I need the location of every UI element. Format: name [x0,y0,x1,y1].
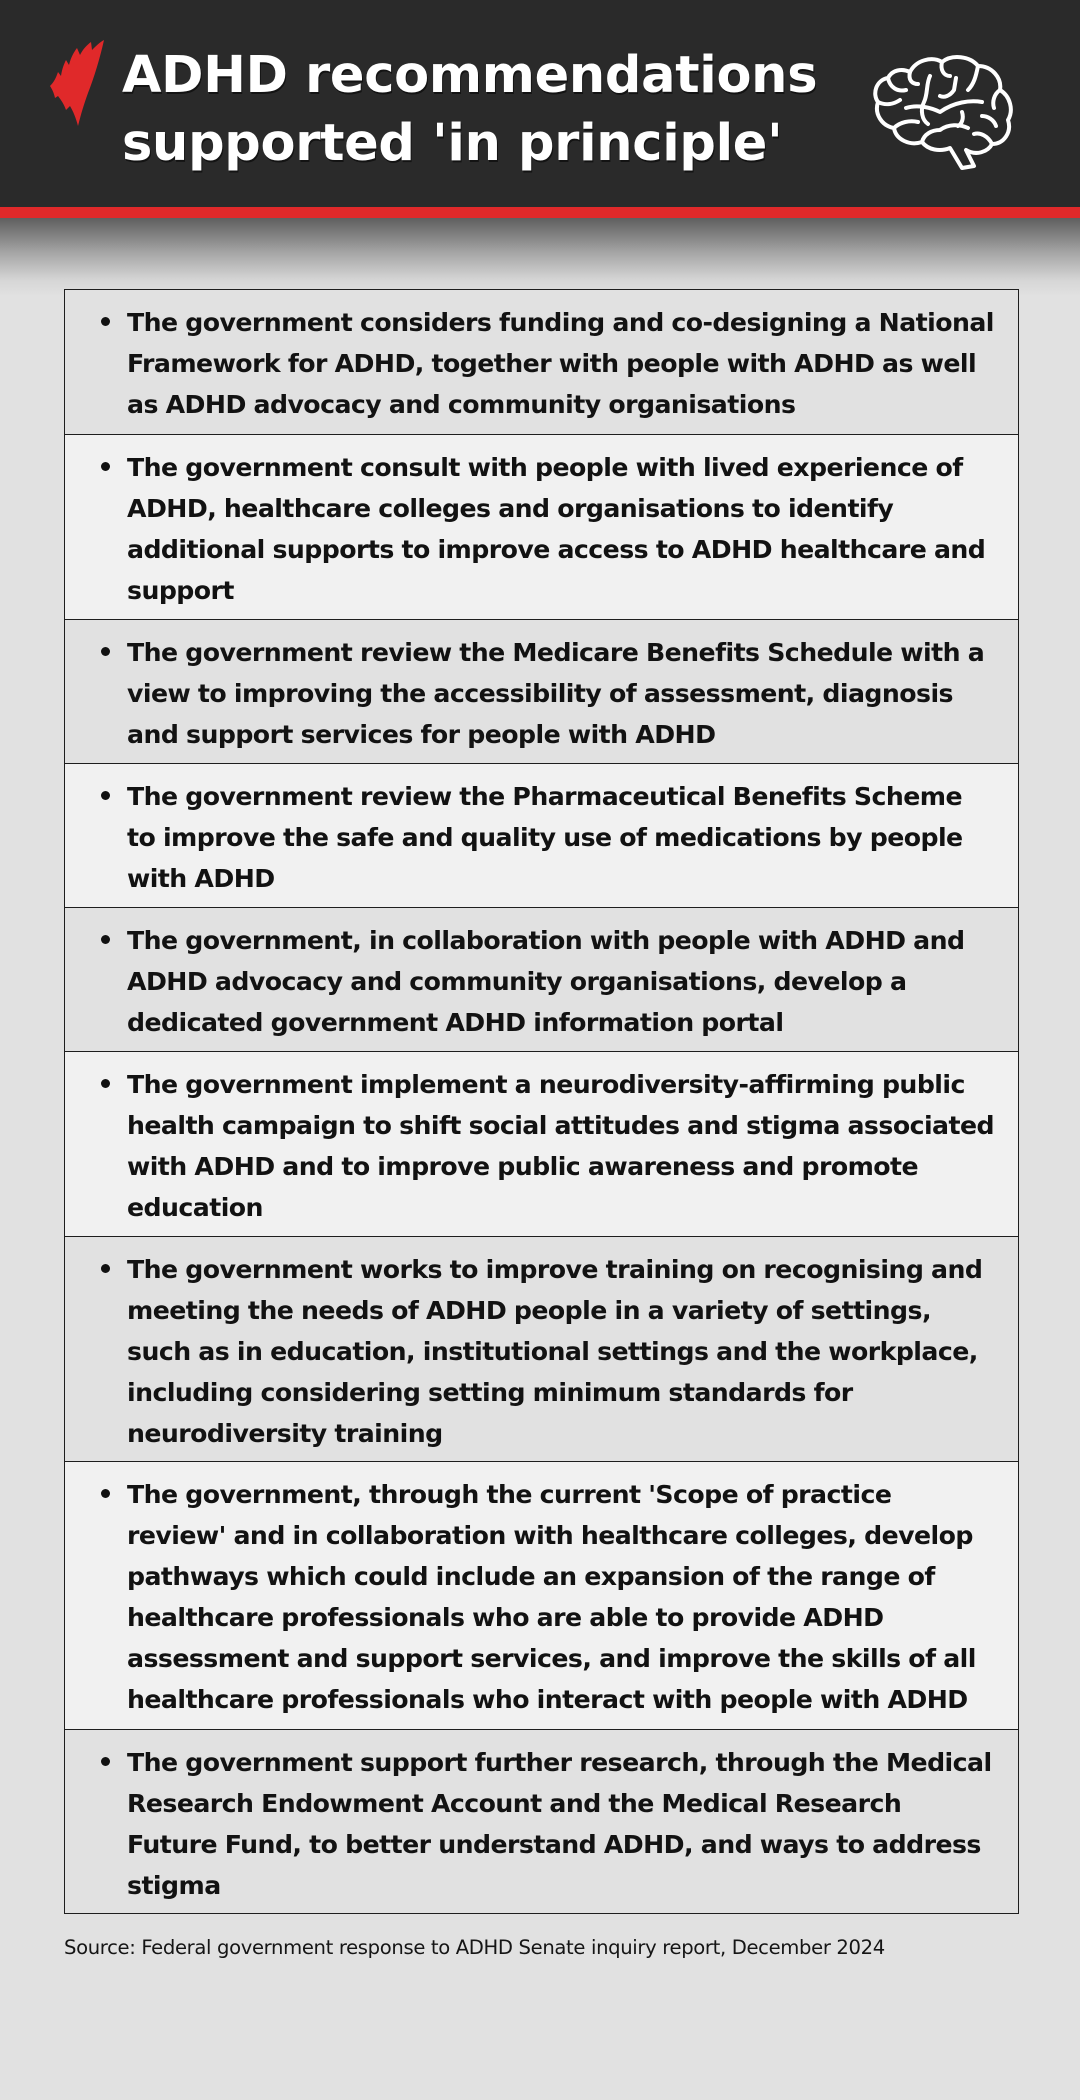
bullet-icon [101,1264,110,1273]
bullet-icon [101,1489,110,1498]
recommendation-row-8 [65,1461,1018,1729]
recommendation-row-6 [65,1051,1018,1236]
recommendation-text: The government considers funding and co-designing a National Framework for ADHD, together with people with ADHD as well as ADHD advocacy and community organisations [127,308,994,419]
title-line-2: supported 'in principle' [122,114,783,173]
bullet-icon [101,1079,110,1088]
bullet-icon [101,647,110,656]
recommendation-row-4 [65,763,1018,907]
recommendations-table [64,289,1019,1914]
page-title [122,42,862,178]
recommendation-row-7 [65,1236,1018,1461]
bullet-icon [101,317,110,326]
recommendation-text: The government, in collaboration with people with ADHD and ADHD advocacy and community organisations, develop a dedicated government ADHD information portal [127,926,965,1037]
header-shadow-gradient [0,218,1080,296]
brain-icon [870,50,1020,172]
accent-stripe [0,207,1080,218]
recommendation-row-9 [65,1729,1018,1913]
recommendation-row-2 [65,434,1018,619]
recommendation-text: The government review the Medicare Benefits Schedule with a view to improving the accessibility of assessment, diagnosis and support services for people with ADHD [127,638,985,749]
bullet-icon [101,1757,110,1766]
recommendation-text: The government, through the current 'Scope of practice review' and in collaboration with healthcare colleges, develop pathways which could include an expansion of the range of healthcare professionals who are able to provide ADHD assessment and support services, and improve the skills of all healthcare professionals who interact with people with ADHD [127,1480,976,1714]
bullet-icon [101,791,110,800]
recommendation-text: The government review the Pharmaceutical Benefits Scheme to improve the safe and quality use of medications by people with ADHD [127,782,963,893]
sbs-logo-icon [48,38,108,128]
title-line-1: ADHD recommendations [122,46,818,105]
header-banner [0,0,1080,207]
bullet-icon [101,935,110,944]
recommendation-row-3 [65,619,1018,763]
source-caption: Source: Federal government response to ADHD Senate inquiry report, December 2024 [64,1936,885,1959]
recommendation-row-1 [65,290,1018,434]
recommendation-row-5 [65,907,1018,1051]
recommendation-text: The government consult with people with lived experience of ADHD, healthcare colleges and organisations to identify additional supports to improve access to ADHD healthcare and support [127,453,986,605]
recommendation-text: The government implement a neurodiversity-affirming public health campaign to shift social attitudes and stigma associated with ADHD and to improve public awareness and promote education [127,1070,994,1222]
recommendation-text: The government support further research, through the Medical Research Endowment Account and the Medical Research Future Fund, to better understand ADHD, and ways to address stigma [127,1748,992,1900]
recommendation-text: The government works to improve training on recognising and meeting the needs of ADHD people in a variety of settings, such as in education, institutional settings and the workplace, including considering setting minimum standards for neurodiversity training [127,1255,983,1448]
bullet-icon [101,462,110,471]
